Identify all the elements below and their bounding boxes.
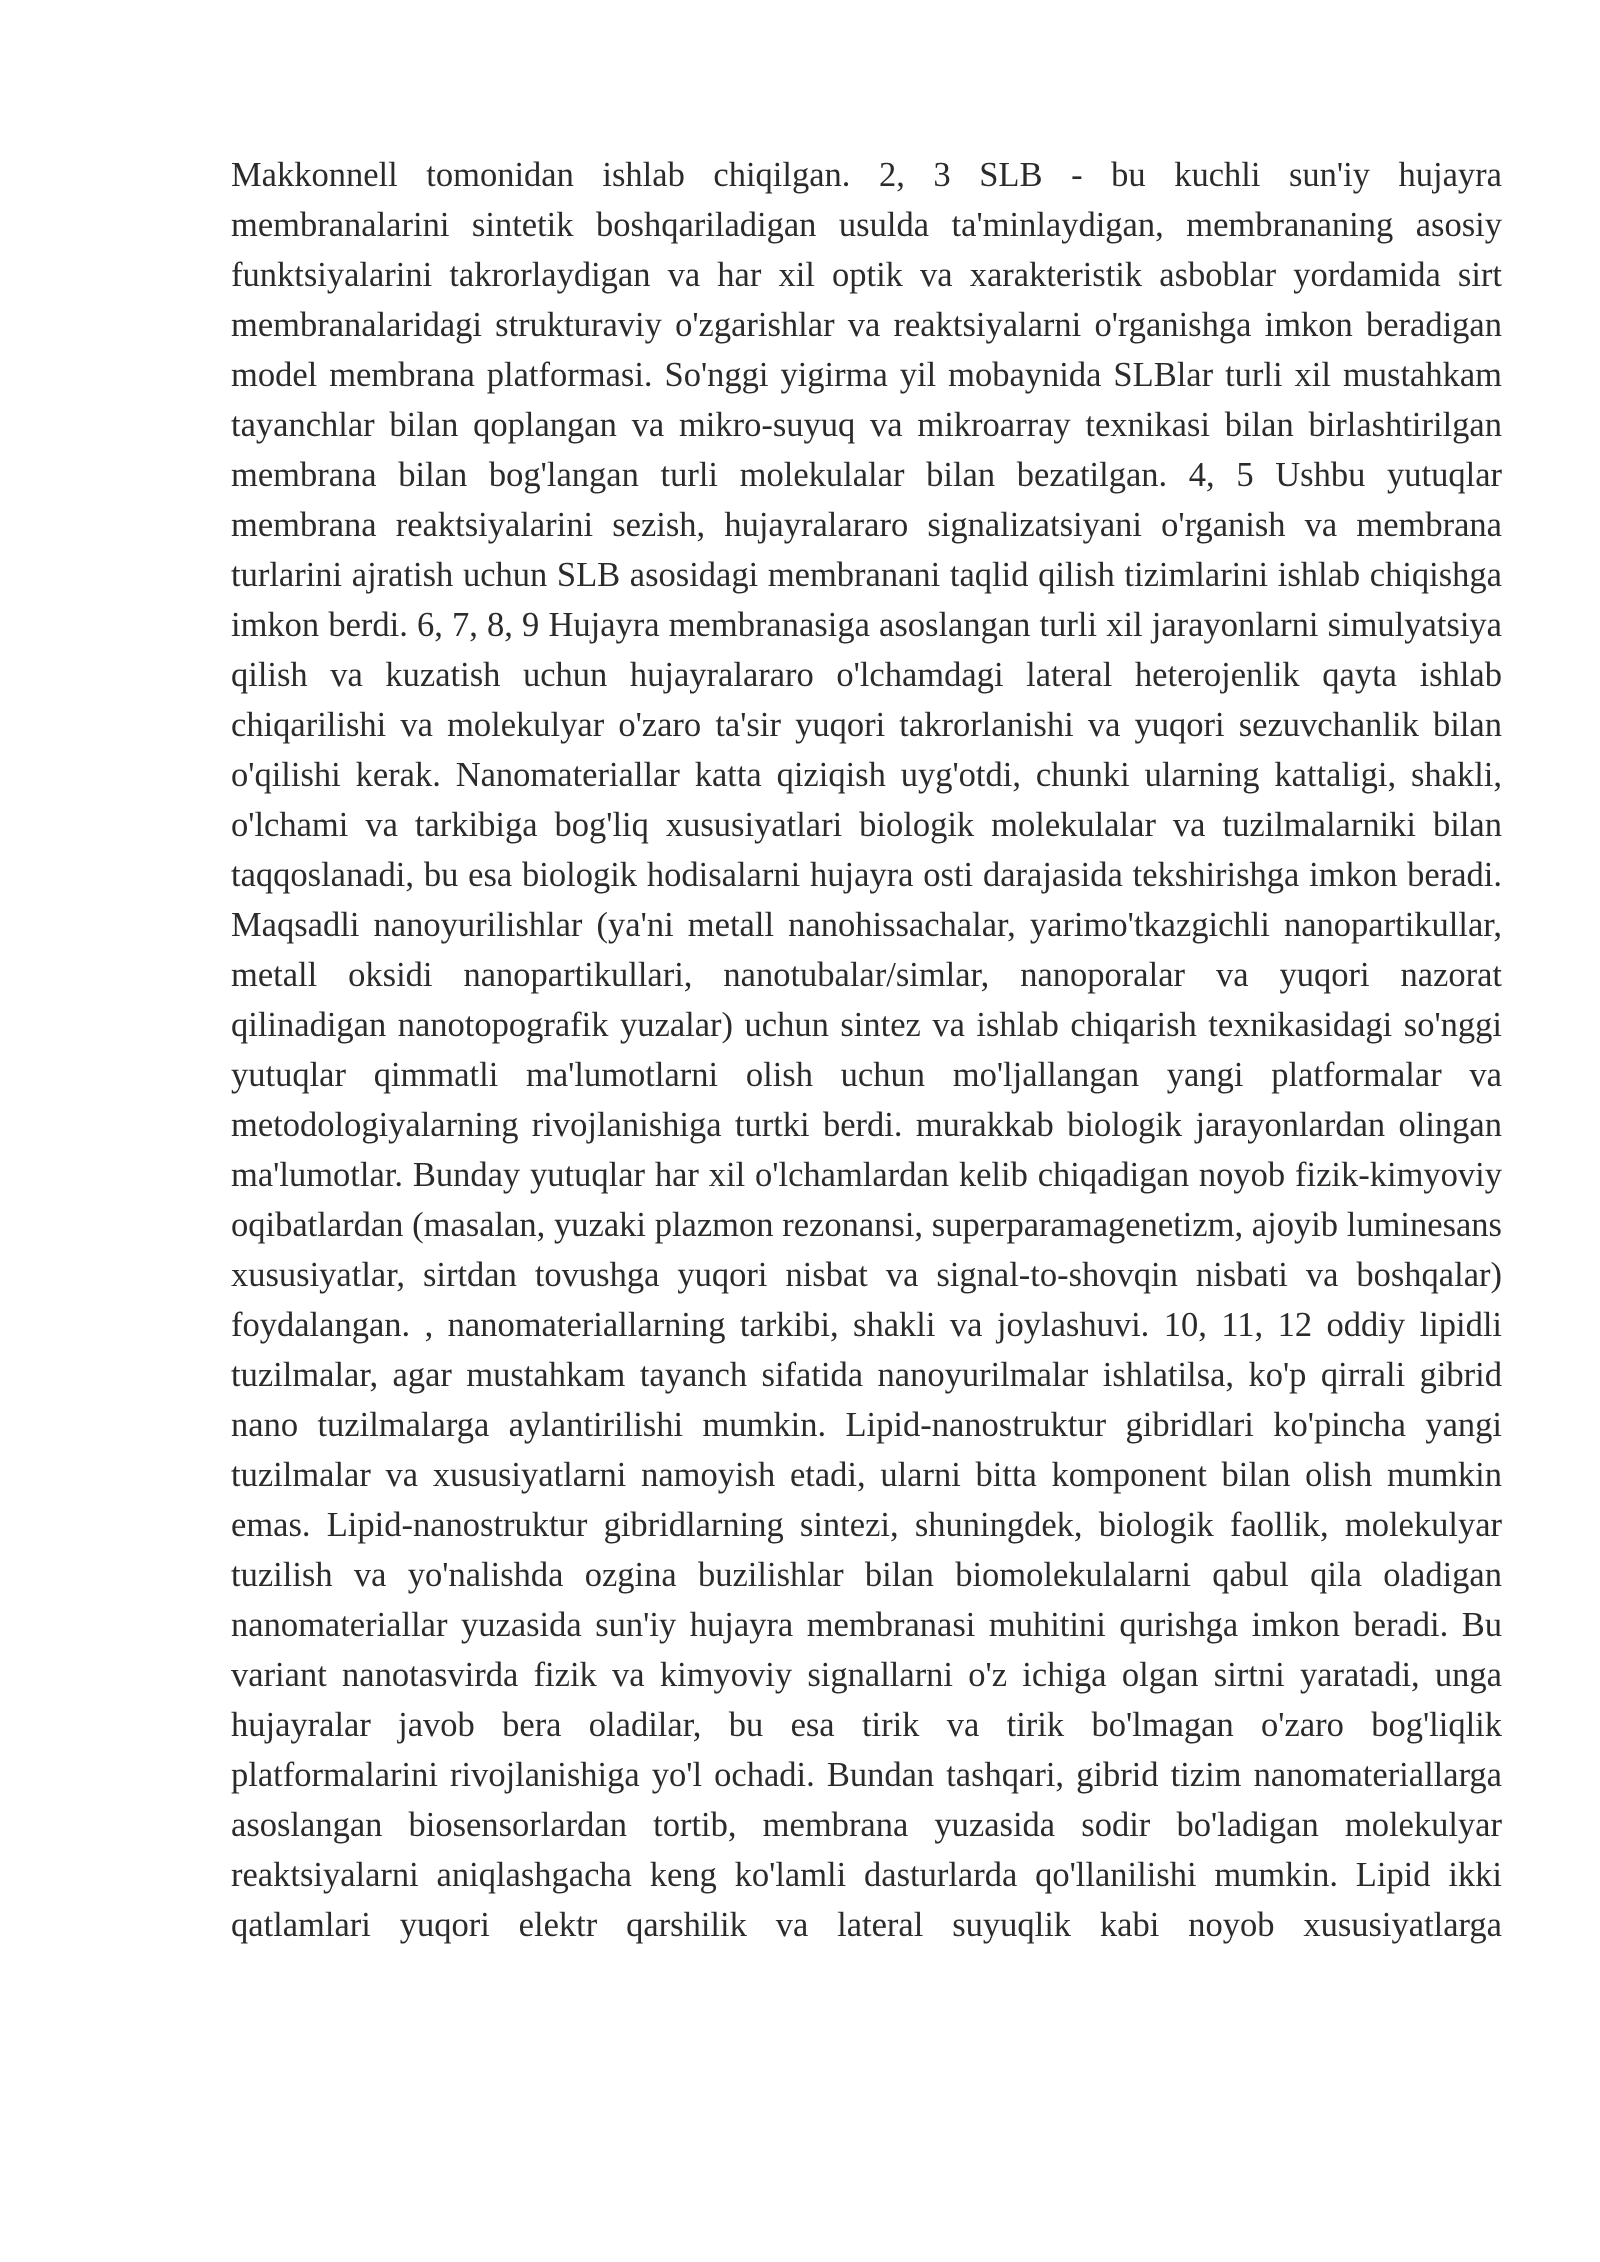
body-paragraph: Makkonnell tomonidan ishlab chiqilgan. 2, 3 SLB - bu kuchli sun'iy hujayra membranalarini sintetik boshqariladigan usulda ta'minlaydigan, membrananing asosiy funktsiyalarini takrorlaydigan va har xil optik va xarakteristik asboblar yordamida sirt membranalaridagi strukturaviy o'zgarishlar va reaktsiyalarni o'rganishga imkon beradigan model membrana platformasi. So'nggi yigirma yil mobaynida SLBlar turli xil mustahkam tayanchlar bilan qoplangan va mikro-suyuq va mikroarray texnikasi bilan birlashtirilgan membrana bilan bog'langan turli molekulalar bilan bezatilgan. 4, 5 Ushbu yutuqlar membrana reaktsiyalarini sezish, hujayralararo signalizatsiyani o'rganish va membrana turlarini ajratish uchun SLB asosidagi membranani taqlid qilish tizimlarini ishlab chiqishga imkon berdi. 6, 7, 8, 9 Hujayra membranasiga asoslangan turli xil jarayonlarni simulyatsiya qilish va kuzatish uchun hujayralararo o'lchamdagi lateral heterojenlik qayta ishlab chiqarilishi va molekulyar o'zaro ta'sir yuqori takrorlanishi va yuqori sezuvchanlik bilan o'qilishi kerak. Nanomateriallar katta qiziqish uyg'otdi, chunki ularning kattaligi, shakli, o'lchami va tarkibiga bog'liq xususiyatlari biologik molekulalar va tuzilmalarniki bilan taqqoslanadi, bu esa biologik hodisalarni hujayra osti darajasida tekshirishga imkon beradi. Maqsadli nanoyurilishlar (ya'ni metall nanohissachalar, yarimo'tkazgichli nanopartikullar, metall oksidi nanopartikullari, nanotubalar/simlar, nanoporalar va yuqori nazorat qilinadigan nanotopografik yuzalar) uchun sintez va ishlab chiqarish texnikasidagi so'nggi yutuqlar qimmatli ma'lumotlarni olish uchun mo'ljallangan yangi platformalar va metodologiyalarning rivojlanishiga turtki berdi. murakkab biologik jarayonlardan olingan ma'lumotlar. Bunday yutuqlar har xil o'lchamlardan kelib chiqadigan noyob fizik-kimyoviy oqibatlardan (masalan, yuzaki plazmon rezonansi, superparamagenetizm, ajoyib luminesans xususiyatlar, sirtdan tovushga yuqori nisbat va signal-to-shovqin nisbati va boshqalar) foydalangan. , nanomateriallarning tarkibi, shakli va joylashuvi. 10, 11, 12 oddiy lipidli tuzilmalar, agar mustahkam tayanch sifatida nanoyurilmalar ishlatilsa, ko'p qirrali gibrid nano tuzilmalarga aylantirilishi mumkin. Lipid-nanostruktur gibridlari ko'pincha yangi tuzilmalar va xususiyatlarni namoyish etadi, ularni bitta komponent bilan olish mumkin emas. Lipid-nanostruktur gibridlarning sintezi, shuningdek, biologik faollik, molekulyar tuzilish va yo'nalishda ozgina buzilishlar bilan biomolekulalarni qabul qila oladigan nanomateriallar yuzasida sun'iy hujayra membranasi muhitini qurishga imkon beradi. Bu variant nanotasvirda fizik va kimyoviy signallarni o'z ichiga olgan sirtni yaratadi, unga hujayralar javob bera oladilar, bu esa tirik va tirik bo'lmagan o'zaro bog'liqlik platformalarini rivojlanishiga yo'l ochadi. Bundan tashqari, gibrid tizim nanomateriallarga asoslangan biosensorlardan tortib, membrana yuzasida sodir bo'ladigan molekulyar reaktsiyalarni aniqlashgacha keng ko'lamli dasturlarda qo'llanilishi mumkin. Lipid ikki qatlamlari yuqori elektr qarshilik va lateral suyuqlik kabi noyob xususiyatlarga <box>231 156 1502 1944</box>
